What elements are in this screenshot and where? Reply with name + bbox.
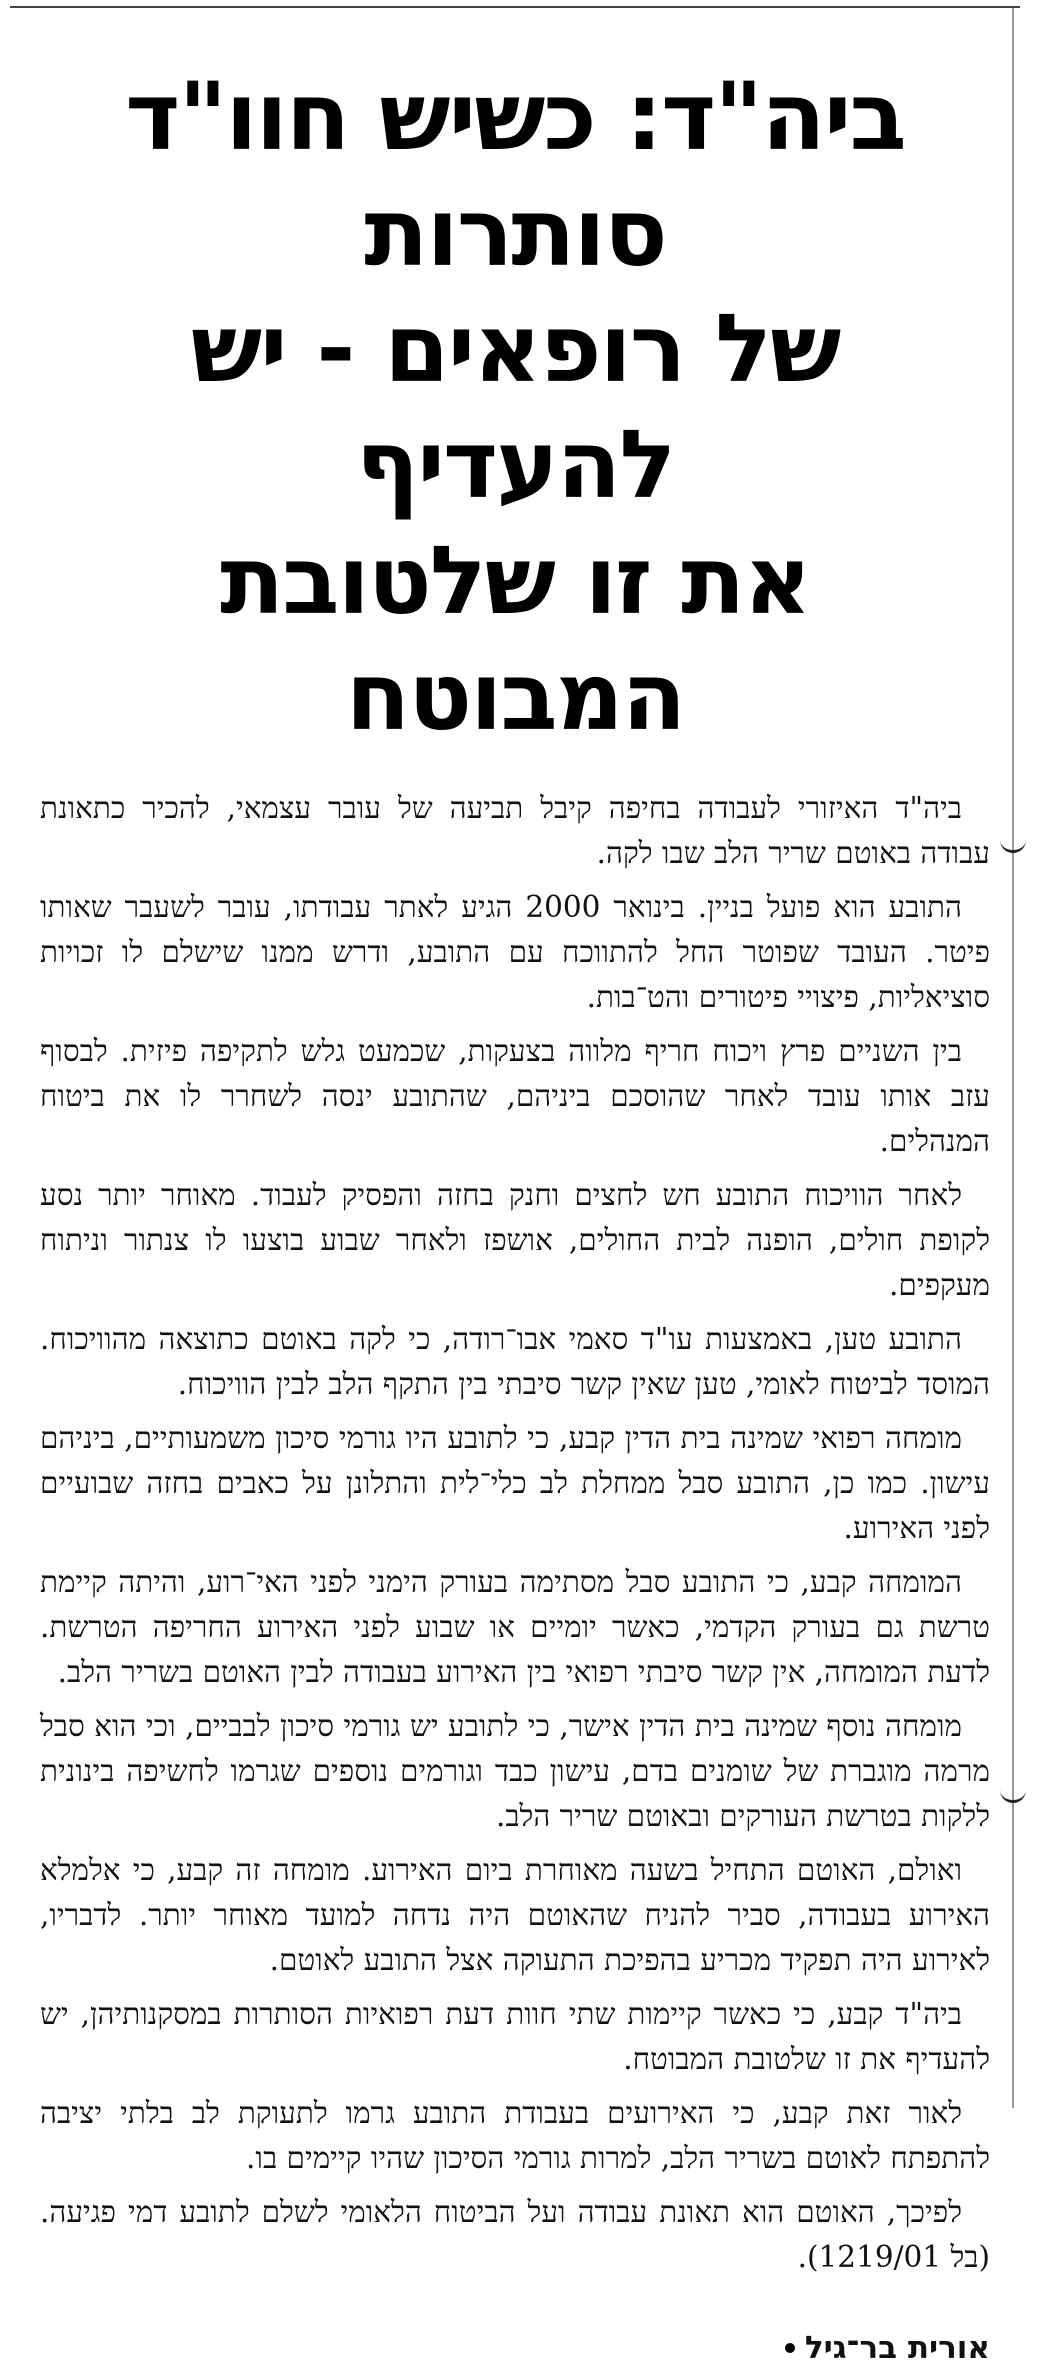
article-paragraph: ביה"ד האיזורי לעבודה בחיפה קיבל תביעה של עובר עצמאי, להכיר כתאונת עבודה באוטם שריר הלב שבו לקה. (40, 791, 990, 870)
article-paragraph: לאור זאת קבע, כי האירועים בעבודת התובע גרמו לתעוקת לב בלתי יציבה להתפתח לאוטם בשריר הלב, למרות גורמי הסיכון שהיו קיימים בו. (40, 2096, 990, 2175)
top-border-rule (10, 6, 1020, 8)
bullet-icon (785, 2343, 795, 2353)
headline-line: של רופאים - יש להעדיף (190, 295, 840, 520)
newspaper-clipping (40, 40, 990, 2366)
article-paragraph: מומחה רפואי שמינה בית הדין קבע, כי לתובע היו גורמי סיכון משמעותיים, ביניהם עישון. כמו כן, התובע סבל ממחלת לב כלי־לית והתלונן על כאבים בחזה שבועיים לפני האירוע. (40, 1421, 990, 1545)
byline-author: אורית בר־גיל (804, 2330, 990, 2366)
article-paragraph: לפיכך, האוטם הוא תאונת עבודה ועל הביטוח הלאומי לשלם לתובע דמי פגיעה. (בל 1219/01). (40, 2195, 990, 2274)
article-paragraph: התובע טען, באמצעות עו"ד סאמי אבו־רודה, כי לקה באוטם כתוצאה מהוויכוח. המוסד לביטוח לאומי, טען שאין קשר סיבתי בין התקף הלב לבין הוויכוח. (40, 1322, 990, 1401)
margin-scan-mark (1000, 840, 1026, 853)
article-paragraph: ואולם, האוטם התחיל בשעה מאוחרת ביום האירוע. מומחה זה קבע, כי אלמלא האירוע בעבודה, סביר להניח שהאוטם היה נדחה למועד מאוחר יותר. לדבריו, לאירוע היה תפקיד מכריע בהפיכת התעוקה אצל התובע לאוטם. (40, 1853, 990, 1977)
article-paragraph: מומחה נוסף שמינה בית הדין אישר, כי לתובע יש גורמי סיכון לבביים, וכי הוא סבל מרמה מוגברת של שומנים בדם, עישון כבד וגורמים נוספים שגרמו לחשיפה בינונית ללקות בטרשת העורקים ובאוטם שריר הלב. (40, 1709, 990, 1833)
article-paragraph: ביה"ד קבע, כי כאשר קיימות שתי חוות דעת רפואיות הסותרות במסקנותיהן, יש להעדיף את זו שלטובת המבוטח. (40, 1997, 990, 2076)
article-paragraph: לאחר הוויכוח התובע חש לחצים וחנק בחזה והפסיק לעבוד. מאוחר יותר נסע לקופת חולים, הופנה לבית החולים, אושפז ולאחר שבוע בוצעו לו צנתור וניתוח מעקפים. (40, 1178, 990, 1302)
article-paragraph: התובע הוא פועל בניין. בינואר 2000 הגיע לאתר עבודתו, עובר לשעבר שאותו פיטר. העובד שפוטר החל להתווכח עם התובע, ודרש ממנו שישלם לו זכויות סוציאליות, פיצויי פיטורים והט־בות. (40, 890, 990, 1014)
article-paragraph: המומחה קבע, כי התובע סבל מסתימה בעורק הימני לפני האי־רוע, והיתה קיימת טרשת גם בעורק הקדמי, כאשר יומיים או שבוע לפני האירוע החריפה הטרשת. לדעת המומחה, אין קשר סיבתי רפואי בין האירוע בעבודה לבין האוטם בשריר הלב. (40, 1565, 990, 1689)
margin-scan-mark (1000, 1790, 1026, 1803)
headline-line: את זו שלטובת המבוטח (220, 527, 810, 752)
headline-line: ביה"ד: כשיש חוו"ד סותרות (125, 63, 905, 288)
byline (40, 2330, 990, 2366)
headline (40, 60, 990, 756)
article-paragraph: בין השניים פרץ ויכוח חריף מלווה בצעקות, שכמעט גלש לתקיפה פיזית. לבסוף עזב אותו עובד לאחר שהוסכם ביניהם, שהתובע ינסה לשחרר לו את ביטוח המנהלים. (40, 1034, 990, 1158)
article-body (40, 786, 990, 2280)
